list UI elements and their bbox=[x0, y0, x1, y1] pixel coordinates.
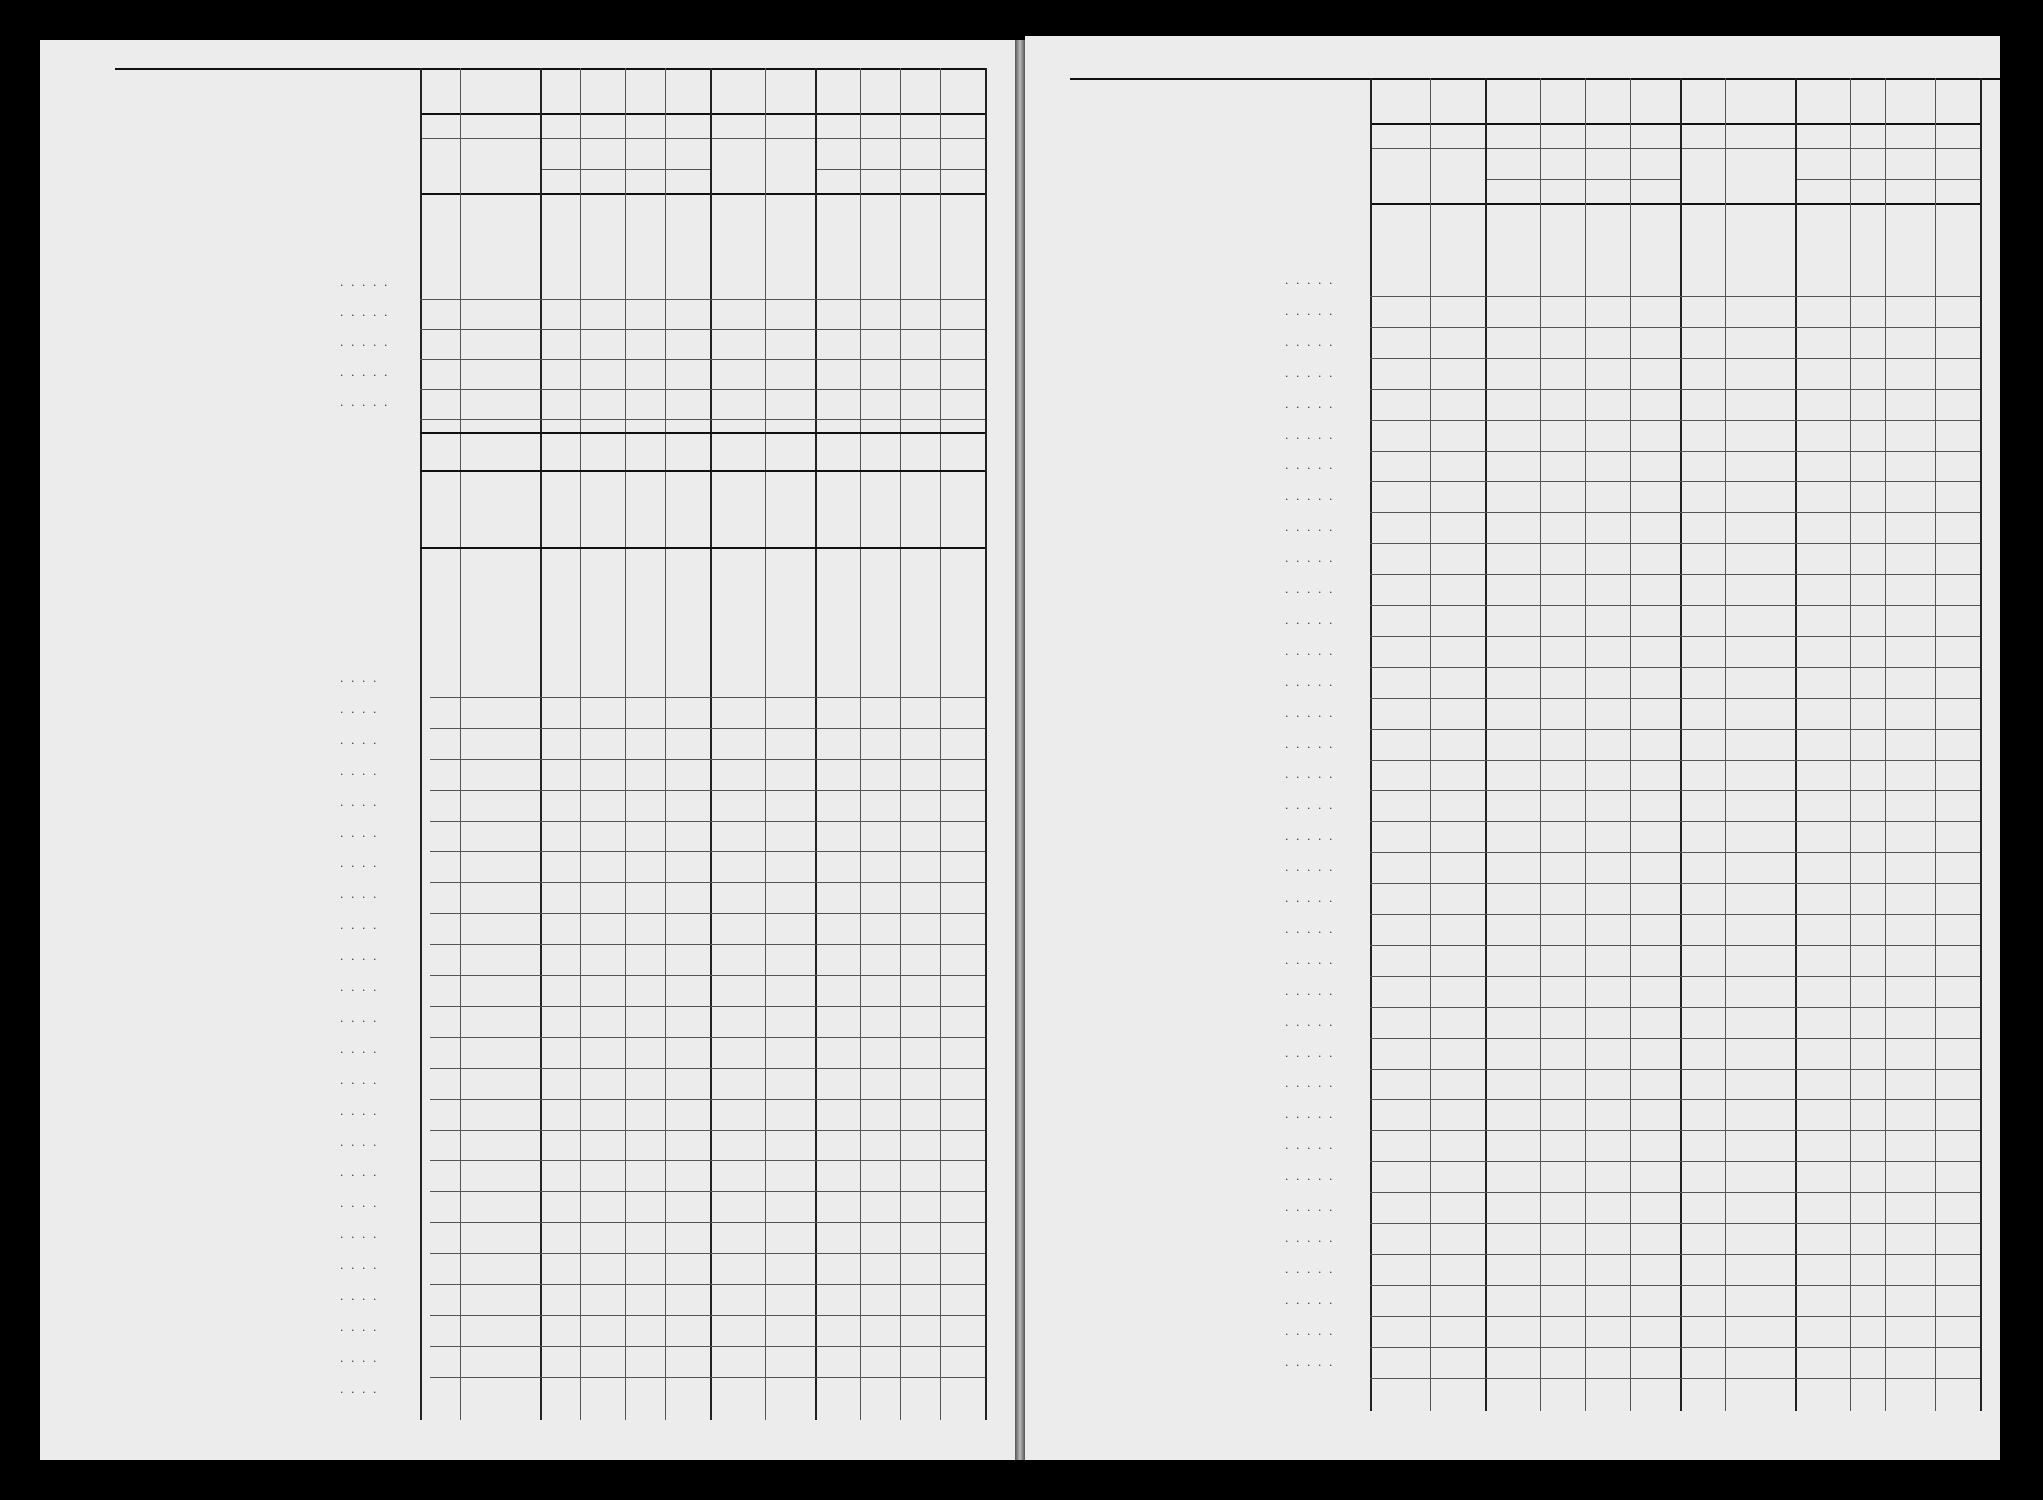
column-line bbox=[1540, 78, 1541, 1411]
leader-dots: · · · · · bbox=[1285, 369, 1335, 383]
leader-dots: · · · · · bbox=[1285, 586, 1335, 599]
leader-dots: · · · · · bbox=[1285, 1265, 1335, 1279]
row-rule bbox=[420, 389, 985, 390]
row-rule bbox=[1370, 1161, 1980, 1162]
row-rule bbox=[430, 1006, 985, 1007]
leader-dots: · · · · · bbox=[1285, 1358, 1335, 1372]
column-line-heavy bbox=[1795, 78, 1797, 1411]
header-rule bbox=[1370, 203, 1980, 205]
column-line bbox=[1630, 78, 1631, 1411]
leader-dots: · · · · · bbox=[1285, 307, 1335, 321]
column-line bbox=[900, 68, 901, 1420]
row-rule bbox=[1370, 296, 1980, 297]
row-rule bbox=[430, 1284, 985, 1285]
leader-dots: · · · · bbox=[340, 1076, 379, 1090]
row-rule bbox=[1370, 976, 1980, 977]
row-rule bbox=[430, 728, 985, 729]
row-rule bbox=[430, 790, 985, 791]
leader-dots: · · · · · bbox=[1285, 1234, 1335, 1248]
column-line bbox=[665, 68, 666, 1420]
row-rule bbox=[430, 1099, 985, 1100]
leader-dots: · · · · · bbox=[1285, 864, 1335, 878]
leader-dots: · · · · bbox=[340, 891, 379, 905]
row-rule bbox=[1370, 883, 1980, 884]
column-line-heavy bbox=[1980, 78, 1982, 1411]
row-rule bbox=[1370, 852, 1980, 853]
leader-dots: · · · · · bbox=[1285, 678, 1335, 692]
leader-dots: · · · · · bbox=[1285, 1111, 1335, 1125]
row-rule bbox=[1370, 327, 1980, 328]
column-line bbox=[1935, 78, 1936, 1411]
leader-dots: · · · · bbox=[340, 922, 379, 936]
row-rule bbox=[430, 1315, 985, 1316]
leader-dots: · · · · bbox=[340, 1354, 379, 1368]
row-rule bbox=[1370, 605, 1980, 606]
row-rule bbox=[430, 913, 985, 914]
row-rule bbox=[430, 759, 985, 760]
left-page bbox=[40, 40, 1015, 1460]
row-rule bbox=[430, 1346, 985, 1347]
row-rule bbox=[430, 1222, 985, 1223]
leader-dots: · · · · bbox=[340, 736, 379, 750]
row-rule bbox=[1370, 636, 1980, 637]
row-rule bbox=[420, 329, 985, 330]
leader-dots: · · · · · bbox=[1285, 1173, 1335, 1187]
leader-dots: · · · · · bbox=[340, 339, 390, 352]
leader-dots: · · · · bbox=[340, 1107, 379, 1121]
row-rule bbox=[430, 821, 985, 822]
column-line-heavy bbox=[710, 68, 712, 1420]
leader-dots: · · · · bbox=[340, 798, 379, 812]
leader-dots: · · · · bbox=[340, 1323, 379, 1337]
row-rule bbox=[1370, 481, 1980, 482]
leader-dots: · · · · · bbox=[1285, 616, 1335, 630]
row-rule bbox=[430, 1377, 985, 1378]
leader-dots: · · · · bbox=[340, 767, 379, 781]
leader-dots: · · · · · bbox=[1285, 647, 1335, 661]
row-rule bbox=[1370, 1378, 1980, 1379]
row-rule bbox=[430, 1160, 985, 1161]
leader-dots: · · · · bbox=[340, 1200, 379, 1214]
row-rule bbox=[1370, 1223, 1980, 1224]
column-line bbox=[1885, 78, 1886, 1411]
leader-dots: · · · · · bbox=[1285, 555, 1335, 569]
row-rule bbox=[430, 1068, 985, 1069]
row-rule bbox=[1370, 543, 1980, 544]
row-rule bbox=[1370, 1347, 1980, 1348]
column-line bbox=[940, 68, 941, 1420]
leader-dots: · · · · · bbox=[1285, 462, 1335, 476]
leader-dots: · · · · · bbox=[1285, 1296, 1335, 1310]
leader-dots: · · · · · bbox=[1285, 400, 1335, 414]
leader-dots: · · · · · bbox=[1285, 524, 1335, 538]
book-spine bbox=[1015, 40, 1025, 1460]
column-line-heavy bbox=[1485, 78, 1487, 1411]
row-rule bbox=[430, 975, 985, 976]
column-line-heavy bbox=[1370, 78, 1372, 1411]
total-rule-bottom bbox=[420, 470, 985, 472]
leader-dots: · · · · · bbox=[1285, 925, 1335, 939]
leader-dots: · · · · bbox=[340, 1231, 379, 1245]
row-rule bbox=[420, 359, 985, 360]
leader-dots: · · · · · bbox=[1285, 338, 1335, 352]
leader-dots: · · · · · bbox=[340, 369, 390, 382]
row-rule bbox=[1370, 760, 1980, 761]
row-rule bbox=[1370, 1285, 1980, 1286]
row-rule bbox=[1370, 914, 1980, 915]
column-line bbox=[1430, 78, 1431, 1411]
right-page bbox=[1025, 36, 2000, 1460]
row-rule bbox=[1370, 1316, 1980, 1317]
leader-dots: · · · · · bbox=[1285, 1142, 1335, 1156]
header-rule bbox=[1370, 123, 1980, 125]
column-line bbox=[765, 68, 766, 1420]
leader-dots: · · · · bbox=[340, 675, 379, 688]
leader-dots: · · · · bbox=[340, 1014, 379, 1028]
leader-dots: · · · · · bbox=[1285, 987, 1335, 1001]
row-rule bbox=[1370, 420, 1980, 421]
row-rule bbox=[1370, 512, 1980, 513]
row-rule bbox=[430, 944, 985, 945]
top-rule bbox=[1070, 78, 2000, 80]
row-rule bbox=[420, 299, 985, 300]
row-rule bbox=[430, 697, 985, 698]
column-line bbox=[1850, 78, 1851, 1411]
row-rule bbox=[1370, 1069, 1980, 1070]
row-rule bbox=[1370, 1038, 1980, 1039]
column-line-heavy bbox=[420, 68, 422, 1420]
leader-dots: · · · · bbox=[340, 1385, 379, 1399]
row-rule bbox=[430, 1191, 985, 1192]
column-line-heavy bbox=[1680, 78, 1682, 1411]
leader-dots: · · · · bbox=[340, 1045, 379, 1059]
leader-dots: · · · · bbox=[340, 860, 379, 874]
row-rule bbox=[430, 1130, 985, 1131]
row-rule bbox=[1370, 698, 1980, 699]
row-rule bbox=[430, 882, 985, 883]
column-line bbox=[625, 68, 626, 1420]
row-rule bbox=[1370, 1099, 1980, 1100]
leader-dots: · · · · · bbox=[1285, 802, 1335, 816]
row-rule bbox=[1370, 1007, 1980, 1008]
leader-dots: · · · · bbox=[340, 829, 379, 843]
row-rule bbox=[1370, 1130, 1980, 1131]
leader-dots: · · · · · bbox=[1285, 1204, 1335, 1217]
row-rule bbox=[1370, 451, 1980, 452]
column-line bbox=[1725, 78, 1726, 1411]
row-rule bbox=[1370, 389, 1980, 390]
leader-dots: · · · · · bbox=[340, 309, 390, 322]
column-line bbox=[460, 68, 461, 1420]
leader-dots: · · · · bbox=[340, 1293, 379, 1306]
row-rule bbox=[430, 851, 985, 852]
row-rule bbox=[1370, 945, 1980, 946]
leader-dots: · · · · · bbox=[1285, 1327, 1335, 1341]
row-rule bbox=[430, 1037, 985, 1038]
column-line bbox=[1585, 78, 1586, 1411]
leader-dots: · · · · bbox=[340, 953, 379, 967]
row-rule bbox=[1370, 729, 1980, 730]
header-rule bbox=[1485, 179, 1680, 180]
row-rule bbox=[1370, 667, 1980, 668]
leader-dots: · · · · bbox=[340, 984, 379, 997]
leader-dots: · · · · · bbox=[340, 399, 390, 412]
section-10-rule bbox=[420, 547, 985, 549]
column-line-heavy bbox=[815, 68, 817, 1420]
row-rule bbox=[1370, 1192, 1980, 1193]
total-rule-top bbox=[420, 432, 985, 434]
leader-dots: · · · · · bbox=[1285, 1018, 1335, 1032]
row-rule bbox=[1370, 358, 1980, 359]
leader-dots: · · · · · bbox=[1285, 771, 1335, 785]
row-rule bbox=[430, 1253, 985, 1254]
column-line-heavy bbox=[540, 68, 542, 1420]
leader-dots: · · · · · bbox=[1285, 895, 1335, 908]
leader-dots: · · · · · bbox=[340, 279, 390, 292]
header-rule bbox=[1795, 179, 1980, 180]
leader-dots: · · · · bbox=[340, 1169, 379, 1183]
column-line-heavy bbox=[985, 68, 987, 1420]
leader-dots: · · · · · bbox=[1285, 709, 1335, 723]
leader-dots: · · · · · bbox=[1285, 1049, 1335, 1063]
leader-dots: · · · · · bbox=[1285, 956, 1335, 970]
leader-dots: · · · · · bbox=[1285, 493, 1335, 507]
leader-dots: · · · · bbox=[340, 1138, 379, 1152]
leader-dots: · · · · bbox=[340, 1262, 379, 1276]
leader-dots: · · · · · bbox=[1285, 1080, 1335, 1094]
leader-dots: · · · · · bbox=[1285, 277, 1335, 290]
row-rule bbox=[1370, 821, 1980, 822]
row-rule bbox=[1370, 574, 1980, 575]
leader-dots: · · · · bbox=[340, 705, 379, 719]
header-rule bbox=[1370, 148, 1980, 149]
leader-dots: · · · · · bbox=[1285, 833, 1335, 847]
row-rule bbox=[1370, 1254, 1980, 1255]
column-line bbox=[580, 68, 581, 1420]
leader-dots: · · · · · bbox=[1285, 740, 1335, 754]
row-rule bbox=[420, 419, 985, 420]
top-rule bbox=[115, 68, 985, 70]
row-rule bbox=[1370, 790, 1980, 791]
column-line bbox=[860, 68, 861, 1420]
leader-dots: · · · · · bbox=[1285, 431, 1335, 445]
